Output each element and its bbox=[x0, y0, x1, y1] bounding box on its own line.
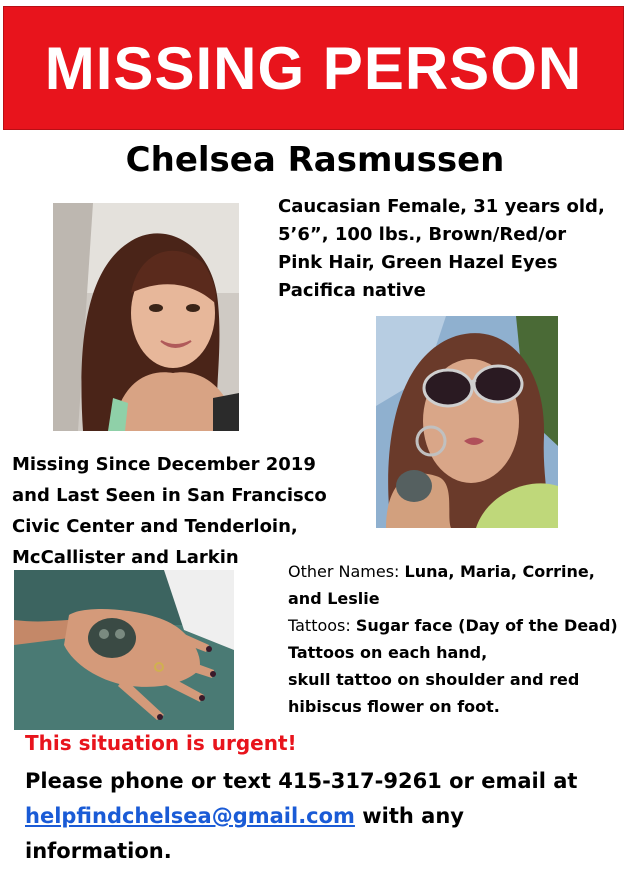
tattoos-line bbox=[288, 612, 628, 639]
description-line: Pacifica native bbox=[278, 280, 426, 301]
other-names-value-cont: and Leslie bbox=[288, 589, 380, 608]
tattoos-value: Sugar face (Day of the Dead) bbox=[355, 616, 618, 635]
tattoos-label: Tattoos: bbox=[288, 616, 351, 635]
last-seen-line: McCallister and Larkin bbox=[12, 547, 239, 568]
email-link[interactable]: helpfindchelsea@gmail.com bbox=[25, 804, 355, 828]
sunglasses-photo bbox=[376, 316, 558, 528]
portrait-photo bbox=[53, 203, 239, 431]
physical-description bbox=[278, 193, 605, 305]
contact-line-phone: Please phone or text 415-317-9261 or email at bbox=[25, 769, 578, 793]
urgent-notice: This situation is urgent! bbox=[25, 731, 297, 755]
contact-line-closing: information. bbox=[25, 839, 172, 863]
identifying-details bbox=[288, 558, 628, 720]
contact-line-email bbox=[25, 799, 625, 834]
description-line: 5’6”, 100 lbs., Brown/Red/or bbox=[278, 224, 567, 245]
hand-tattoo-photo bbox=[14, 570, 234, 730]
missing-person-banner bbox=[3, 6, 624, 130]
contact-info bbox=[25, 764, 625, 869]
tattoos-detail-line: skull tattoo on shoulder and red bbox=[288, 670, 580, 689]
last-seen-line: Civic Center and Tenderloin, bbox=[12, 516, 298, 537]
tattoos-detail-line: Tattoos on each hand, bbox=[288, 643, 488, 662]
description-line: Caucasian Female, 31 years old, bbox=[278, 196, 605, 217]
tattoos-detail-line: hibiscus flower on foot. bbox=[288, 697, 500, 716]
description-line: Pink Hair, Green Hazel Eyes bbox=[278, 252, 558, 273]
last-seen-line: Missing Since December 2019 bbox=[12, 454, 316, 475]
last-seen-line: and Last Seen in San Francisco bbox=[12, 485, 327, 506]
other-names-line bbox=[288, 558, 628, 585]
last-seen-info bbox=[12, 449, 327, 573]
other-names-value: Luna, Maria, Corrine, bbox=[404, 562, 595, 581]
other-names-label: Other Names: bbox=[288, 562, 400, 581]
contact-line-rest: with any bbox=[354, 804, 464, 828]
banner-title: MISSING PERSON bbox=[44, 34, 583, 102]
person-name: Chelsea Rasmussen bbox=[125, 140, 505, 180]
